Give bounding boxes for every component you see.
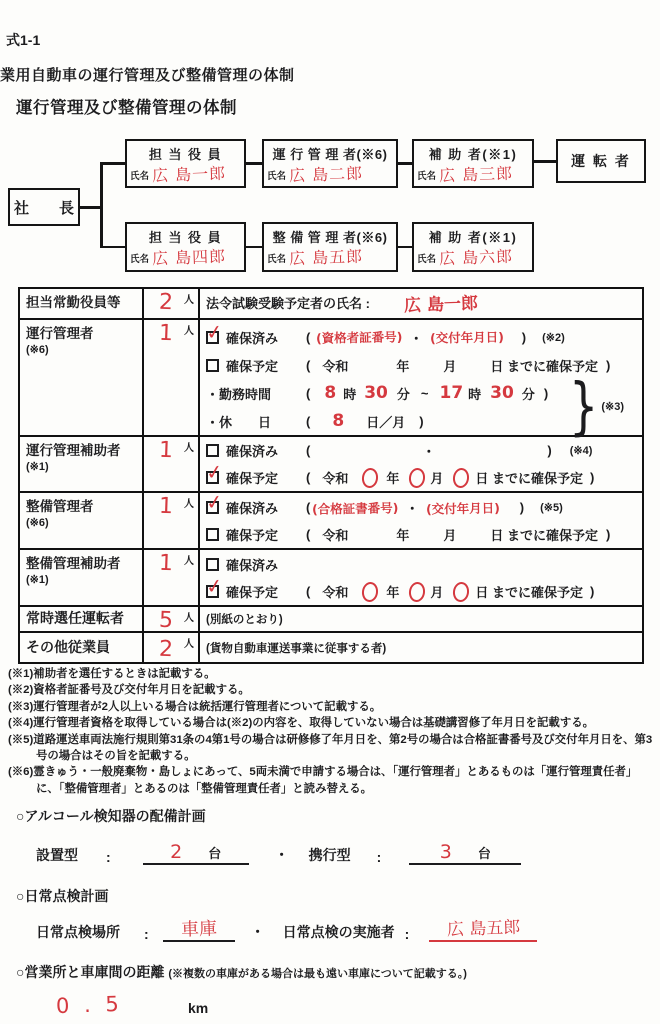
checkbox-secured	[204, 318, 225, 345]
alcohol-fields: 設置型 : 2 台 ・ 携行型 : 3 台	[36, 843, 521, 865]
president-box	[8, 188, 80, 226]
org-box-operation-manager	[262, 139, 398, 188]
handwritten-value: 8	[332, 411, 345, 431]
distance-heading: ○営業所と車庫間の距離 (※複数の車庫がある場合は最も遠い車庫について記載する。)	[16, 964, 467, 980]
connector-line	[246, 246, 262, 249]
check-icon: ✓	[204, 572, 225, 600]
connector-line	[398, 162, 412, 165]
handwritten-name: 広 島四郎	[151, 246, 227, 269]
handwritten-value: (交付年月日)	[425, 499, 500, 517]
row-label: 整備管理補助者 (※1)	[20, 550, 144, 605]
name-label: 氏名	[267, 254, 287, 265]
footnote-item: (※5)道路運送車両法施行規則第31条の4第1号の場合は研修修了年月日を、第2号の場合は合格証書番号及び交付年月日を、第3号の場合はその旨を記載する。	[8, 733, 653, 763]
checkbox-secured	[206, 558, 219, 571]
name-label: 氏名	[130, 254, 150, 265]
footnote-item: (※3)運行管理者が2人以上いる場合は統括運行管理者について記載する。	[8, 700, 382, 713]
handwritten-value: (交付年月日)	[429, 329, 504, 346]
handwritten-value: 30	[490, 383, 514, 403]
org-box-maintenance-manager	[262, 222, 398, 272]
row-label: その他従業員	[20, 633, 144, 662]
distance-note: (※複数の車庫がある場合は最も遠い車庫について記載する。)	[168, 968, 467, 980]
handwritten-value: (資格者証番号)	[316, 329, 403, 346]
handwritten-distance-value: 0 . 5	[55, 991, 124, 1019]
check-icon: ✓	[204, 458, 225, 486]
check-icon: ✓	[204, 318, 225, 345]
row-label: 運行管理補助者 (※1)	[20, 437, 144, 491]
handwritten-name: 広 島五郎	[288, 246, 364, 269]
inspector-field	[429, 917, 537, 942]
org-box-title: 担 当 役 員	[148, 230, 223, 245]
form-code: 式1-1	[6, 32, 41, 48]
name-label: 氏名	[417, 171, 437, 182]
red-circle-mark-icon	[361, 466, 380, 488]
handwritten-count: 1	[158, 550, 174, 577]
table-row-maintenance-assistant: 整備管理補助者 (※1) 1 人 確保済み ✓ 確保予定 ( 令和 年 月 日 までに確保予定 )	[20, 548, 642, 605]
connector-line	[80, 206, 102, 209]
portable-type-label: 携行型	[308, 847, 351, 863]
count-cell	[144, 633, 200, 662]
table-row-maintenance-manager: 整備管理者 (※6) 1 人 ✓ 確保済み ( (合格証書番号) ・ (交付年月日) ) (※5) 確保予定 ( 令和 年 月 日 までに確保予定 )	[20, 491, 642, 548]
driver-label: 運 転 者	[571, 153, 631, 169]
person-unit: 人	[184, 295, 194, 306]
daily-inspection-fields: 日常点検場所 : 車庫 ・ 日常点検の実施者 : 広 島五郎	[36, 920, 537, 942]
org-box-assistant-2	[412, 222, 534, 272]
connector-line	[534, 160, 556, 163]
handwritten-value: 3	[439, 841, 452, 863]
red-circle-mark-icon	[408, 580, 427, 602]
connector-line	[100, 246, 125, 249]
count-cell	[144, 320, 200, 435]
connector-line	[100, 162, 103, 248]
checkbox-planned	[206, 359, 219, 372]
connector-line	[246, 162, 262, 165]
handwritten-value: 30	[364, 383, 388, 403]
org-box-title: 補 助 者(※1)	[428, 147, 518, 162]
checkbox-secured	[204, 488, 225, 516]
handwritten-count: 2	[158, 289, 174, 316]
brace-group: } (※3)	[569, 377, 624, 435]
portable-count-field: 3 台	[409, 843, 521, 865]
org-box-executive-2	[125, 222, 246, 272]
handwritten-value: 8	[324, 383, 337, 403]
check-icon: ✓	[204, 488, 225, 516]
table-row-executives	[20, 289, 642, 318]
table-row-drivers: 常時選任運転者 5 人 (別紙のとおり)	[20, 605, 642, 631]
handwritten-name: 広 島六郎	[438, 246, 514, 269]
page-title: 運行管理及び整備管理の体制	[16, 99, 237, 117]
footnote-item: (※4)運行管理者資格を取得している場合は(※2)の内容を、取得していない場合は基礎講習修了年月日を記載する。	[8, 717, 594, 730]
row-label: 運行管理者 (※6)	[20, 320, 144, 435]
row-label: 整備管理者 (※6)	[20, 493, 144, 548]
handwritten-value: 広 島五郎	[446, 917, 521, 941]
person-unit: 人	[184, 613, 194, 624]
count-cell	[144, 493, 200, 548]
org-box-title: 補 助 者(※1)	[428, 230, 518, 245]
org-box-title: 担 当 役 員	[148, 147, 223, 162]
count-cell	[144, 289, 200, 318]
inspector-label: 日常点検の実施者	[282, 924, 395, 940]
inspection-place-label: 日常点検場所	[36, 924, 120, 940]
handwritten-name: 広 島一郎	[151, 163, 227, 186]
footnote-item: (※6)霊きゅう・一般廃棄物・島しょにあって、5両未満で申請する場合は、「運行管理者」とあるものは「運行管理責任者」に、「整備管理者」とあるのは「整備管理責任者」と読み替える。	[8, 766, 638, 795]
row-label: 常時選任運転者	[20, 607, 144, 631]
alcohol-section-heading: ○アルコール検知器の配備計画	[16, 808, 206, 824]
footnote-item: (※1)補助者を選任するときは記載する。	[8, 668, 216, 680]
handwritten-value: (合格証書番号)	[312, 499, 399, 517]
red-circle-mark-icon	[452, 466, 471, 488]
inspection-place-field	[163, 920, 235, 942]
table-row-operation-manager: 運行管理者 (※6) 1 人 ✓ 確保済み ( (資格者証番号) ・ (交付年月日) ) (※2) 確保予定 ( 令和 年 月 日 までに確保予定 ) ・勤務時間 ( 8 時 30 分 ~ 17 時 30 分 ) ・休 日 ( 8 日／月 ) } (※3)	[20, 318, 642, 435]
checkbox-planned	[204, 458, 225, 486]
person-unit: 人	[184, 326, 194, 337]
count-cell	[144, 607, 200, 634]
handwritten-value: 2	[170, 841, 183, 863]
count-cell	[144, 550, 200, 605]
footnote-item: (※2)資格者証番号及び交付年月日を記載する。	[8, 684, 250, 697]
name-label: 氏名	[267, 171, 287, 182]
table-row-operation-assistant: 運行管理補助者 (※1) 1 人 確保済み ( ・ ) (※4) ✓ 確保予定 ( 令和 年 月 日 までに確保予定 )	[20, 435, 642, 491]
handwritten-name: 広 島二郎	[288, 163, 364, 186]
handwritten-count: 1	[158, 437, 174, 464]
handwritten-count: 1	[158, 493, 174, 520]
red-circle-mark-icon	[452, 580, 471, 602]
handwritten-count: 1	[158, 320, 174, 347]
count-cell	[144, 437, 200, 491]
org-box-executive-1	[125, 139, 246, 188]
checkbox-secured	[206, 444, 219, 457]
name-label: 氏名	[417, 254, 437, 265]
org-box-title: 運 行 管 理 者(※6)	[272, 147, 388, 162]
person-unit: 人	[184, 443, 194, 454]
main-table	[18, 287, 644, 664]
handwritten-count: 2	[158, 636, 174, 663]
connector-line	[100, 162, 125, 165]
name-label: 氏名	[130, 171, 150, 182]
daily-inspection-heading: ○日常点検計画	[16, 888, 109, 904]
handwritten-count: 5	[158, 607, 174, 634]
exam-candidate-label: 法令試験受験予定者の氏名 :	[206, 296, 370, 311]
brace-icon: }	[569, 369, 599, 443]
distance-unit: km	[188, 1000, 209, 1016]
handwritten-name: 広 島三郎	[438, 163, 514, 186]
installed-type-label: 設置型	[36, 847, 78, 863]
person-unit: 人	[184, 499, 194, 510]
org-box-assistant-1	[412, 139, 534, 188]
checkbox-planned	[206, 528, 219, 541]
checkbox-planned	[204, 572, 225, 600]
handwritten-value: 17	[439, 383, 464, 403]
page-subtitle: 業用自動車の運行管理及び整備管理の体制	[0, 67, 295, 84]
table-row-other-employees: その他従業員 2 人 (貨物自動車運送事業に従事する者)	[20, 631, 642, 662]
red-circle-mark-icon	[361, 580, 380, 602]
installed-count-field: 2 台	[143, 843, 249, 865]
president-label: 社 長	[13, 199, 74, 217]
person-unit: 人	[184, 639, 194, 650]
handwritten-value: 広 島一郎	[403, 293, 479, 317]
row-label: 担当常勤役員等	[20, 289, 144, 318]
driver-box	[556, 139, 646, 183]
person-unit: 人	[184, 556, 194, 567]
footnotes	[8, 666, 658, 797]
red-circle-mark-icon	[408, 466, 427, 488]
connector-line	[398, 246, 412, 249]
org-box-title: 整 備 管 理 者(※6)	[272, 230, 388, 245]
handwritten-value: 車庫	[180, 918, 218, 941]
